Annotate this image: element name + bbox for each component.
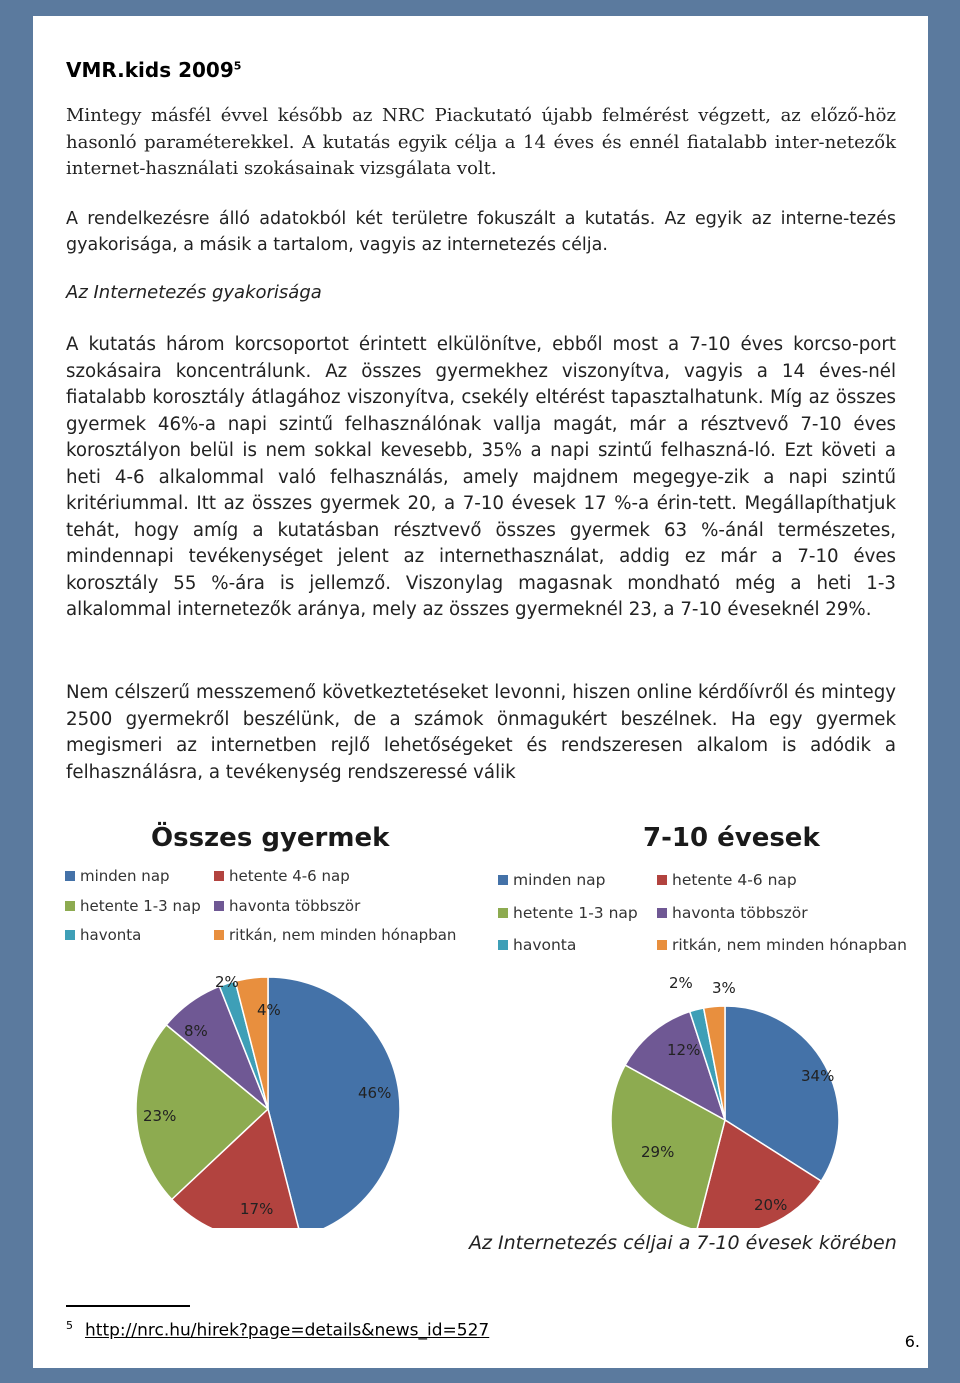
pie-chart-all-children <box>53 798 473 1228</box>
legend-label-havonta: havonta <box>513 936 577 954</box>
data-label-hetente-4-6-nap: 20% <box>754 1196 788 1214</box>
paragraph-conclusion: Nem célszerű messzemenő következtetéseket levonni, hiszen online kérdőívről és mintegy 2500 gyermekről beszélünk, de a számok önmagukért beszélnek. Ha egy gyermek megismeri az internetben rejlő lehetőségeket és rendszeresen alkalom is adódik a felhasználásra, a tevékenység rendszeressé válik <box>66 682 896 783</box>
data-label-ritkan-nem-minden-honapban: 4% <box>257 1001 281 1019</box>
legend-swatch-ritkan-nem-minden-honapban <box>214 930 224 940</box>
legend-swatch-hetente-4-6-nap <box>657 875 667 885</box>
legend-swatch-hetente-1-3-nap <box>65 901 75 911</box>
chart-title: Összes gyermek <box>151 823 390 853</box>
footnote-rule <box>66 1305 190 1307</box>
legend-swatch-minden-nap <box>498 875 508 885</box>
data-label-havonta: 2% <box>215 973 239 991</box>
legend-label-minden-nap: minden nap <box>80 867 170 885</box>
section-heading <box>66 58 241 82</box>
legend-label-havonta: havonta <box>80 926 142 944</box>
pie-chart-7-10 <box>483 798 923 1228</box>
paragraph-focus: A rendelkezésre álló adatokból két területre fokuszált a kutatás. Az egyik az interne-tezés gyakorisága, a másik a tartalom, vagyis az internetezés célja. <box>66 209 896 255</box>
legend-swatch-ritkan-nem-minden-honapban <box>657 940 667 950</box>
legend-swatch-havonta-tobbszor <box>214 901 224 911</box>
legend-label-hetente-4-6-nap: hetente 4-6 nap <box>229 867 350 885</box>
legend-swatch-havonta <box>498 940 508 950</box>
legend-label-hetente-1-3-nap: hetente 1-3 nap <box>80 897 201 915</box>
legend-label-ritkan-nem-minden-honapban: ritkán, nem minden hónapban <box>672 936 908 954</box>
section-title: VMR.kids 2009 <box>66 58 234 82</box>
page <box>33 16 928 1368</box>
legend-label-minden-nap: minden nap <box>513 871 606 889</box>
data-label-ritkan-nem-minden-honapban: 3% <box>712 979 736 997</box>
legend-swatch-hetente-1-3-nap <box>498 908 508 918</box>
data-label-havonta-tobbszor: 8% <box>184 1022 208 1040</box>
paragraph-intro: Mintegy másfél évvel később az NRC Piackutató újabb felmérést végzett, az előző-höz hasonló paraméterekkel. A kutatás egyik célja a 14 éves és ennél fiatalabb inter-netezők internet-használati szokásainak vizsgálata volt. <box>66 105 896 179</box>
legend-swatch-minden-nap <box>65 871 75 881</box>
legend-label-havonta-tobbszor: havonta többször <box>229 897 361 915</box>
footnote-number: 5 <box>66 1319 73 1332</box>
page-number: 6. <box>904 1332 920 1351</box>
legend-label-hetente-4-6-nap: hetente 4-6 nap <box>672 871 797 889</box>
paragraph-age-groups: A kutatás három korcsoportot érintett elkülönítve, ebből most a 7-10 éves korcso-port szokásaira koncentrálunk. Az összes gyermekhez viszonyítva, vagyis a 14 éves-nél fiatalabb korosztály átlagához viszonyítva, csekély eltérést tapasztalhatunk. Míg az összes gyermek 46%-a napi szintű felhasználónak vallja magát, már a résztvevő 7-10 éves korosztályon belül is nem sokkal kevesebb, 35% a napi szintű felhaszná-ló. Ezt követi a heti 4-6 alkalommal való felhasználás, amely majdnem megegye-zik a napi szintű kritériummal. Itt az összes gyermek 20, a 7-10 évesek 17 %-a érin-tett. Megállapíthatjuk tehát, hogy amíg a kutatásban résztvevő összes gyermek 63 %-ánál természetes, mindennapi tevékenységet jelent az internethasználat, addig ez már a 7-10 éves korosztály 55 %-ára is jellemző. Viszonylag magasnak mondható még a heti 1-3 alkalommal internetezők aránya, mely az összes gyermeknél 23, a 7-10 éveseknél 29%. <box>66 334 896 620</box>
legend-label-havonta-tobbszor: havonta többször <box>672 904 808 922</box>
legend-swatch-hetente-4-6-nap <box>214 871 224 881</box>
data-label-hetente-1-3-nap: 23% <box>143 1107 177 1125</box>
chart-title: 7-10 évesek <box>643 823 820 853</box>
footnote-link[interactable]: http://nrc.hu/hirek?page=details&news_id=527 <box>85 1320 490 1341</box>
data-label-havonta: 2% <box>669 974 693 992</box>
subheading: Az Internetezés gyakorisága <box>66 282 322 303</box>
chart-caption: Az Internetezés céljai a 7-10 évesek körében <box>469 1232 897 1254</box>
data-label-hetente-4-6-nap: 17% <box>240 1200 274 1218</box>
footnote <box>66 1319 489 1341</box>
legend-swatch-havonta <box>65 930 75 940</box>
legend-swatch-havonta-tobbszor <box>657 908 667 918</box>
data-label-hetente-1-3-nap: 29% <box>641 1143 675 1161</box>
data-label-minden-nap: 34% <box>801 1067 835 1085</box>
data-label-minden-nap: 46% <box>358 1084 392 1102</box>
data-label-havonta-tobbszor: 12% <box>667 1041 701 1059</box>
legend-label-hetente-1-3-nap: hetente 1-3 nap <box>513 904 638 922</box>
legend-label-ritkan-nem-minden-honapban: ritkán, nem minden hónapban <box>229 926 457 944</box>
footnote-mark: 5 <box>233 59 242 73</box>
